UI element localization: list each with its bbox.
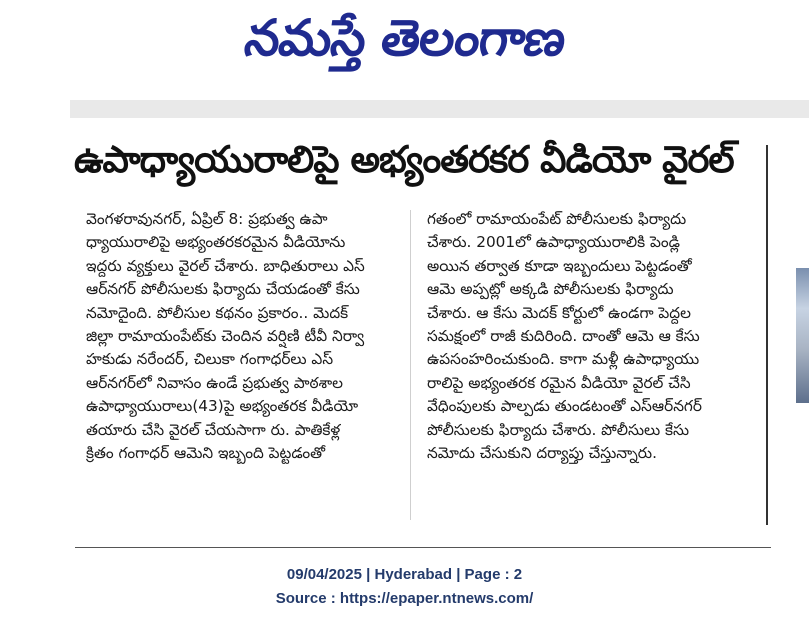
body-line: అయిన తర్వాత కూడా ఇబ్బందులు పెట్టడంతో [427, 256, 692, 275]
body-line: క్రితం గంగాధర్‌ ఆమెని ఇబ్బంది పెట్టడంతో [86, 444, 326, 463]
body-line: ఉపసంహరించుకుంది. కాగా మళ్లీ ఉపాధ్యాయు [427, 350, 700, 369]
header-divider-band [70, 100, 809, 118]
body-line: ఆమె అప్పట్లో అక్కడి పోలీసులకు ఫిర్యాదు [427, 280, 674, 299]
body-line: ధ్యాయురాలిపై అభ్యంతరకరమైన వీడియోను [86, 233, 346, 252]
body-line: గతంలో రామాయంపేట్‌ పోలీసులకు ఫిర్యాదు [427, 210, 687, 228]
article-body-left-column [86, 208, 416, 465]
body-line: హకుడు నరేందర్‌, చిలుకా గంగాధర్‌లు ఎస్‌ [86, 350, 334, 369]
article-body-right-column [427, 208, 757, 465]
body-line: ఆర్‌నగర్‌లో నివాసం ఉండే ప్రభుత్వ పాఠశాల [86, 373, 343, 392]
body-line: చేశారు. ఆ కేసు మెదక్‌ కోర్టులో ఉండగా పెద్దల [427, 303, 691, 322]
body-line: రాలిపై అభ్యంతరక రమైన వీడియో వైరల్‌ చేసి [427, 373, 691, 392]
body-line: చేశారు. 2001లో ఉపాధ్యాయురాలికి పెండ్లి [427, 233, 680, 252]
body-line: వేధింపులకు పాల్పడు తుండటంతో ఎస్‌ఆర్‌నగర్‌ [427, 397, 702, 416]
source-url-caption: Source : https://epaper.ntnews.com/ [275, 590, 534, 607]
adjacent-photo-fragment [796, 268, 809, 403]
masthead [0, 0, 809, 80]
body-line: సమక్షంలో రాజీ కుదిరింది. దాంతో ఆమె ఆ కేసు [427, 327, 700, 346]
body-line: నమోదైంది. పోలీసుల కథనం ప్రకారం.. మెదక్‌ [86, 303, 349, 322]
body-line: ఆర్‌నగర్‌ పోలీసులకు ఫిర్యాదు చేయడంతో కేసు [86, 280, 360, 299]
body-line: జిల్లా రామాయంపేట్‌కు చెందిన వర్షిణి టీవీ నిర్వా [86, 327, 365, 346]
body-line: పోలీసులకు ఫిర్యాదు చేశారు. పోలీసులు కేసు [427, 420, 690, 439]
body-line: వెంగళరావునగర్‌, ఏప్రిల్‌ 8: ప్రభుత్వ ఉపా [86, 210, 328, 228]
body-line: ఇద్దరు వ్యక్తులు వైరల్‌ చేశారు. బాధితురాలు ఎస్‌ [86, 256, 365, 275]
article-headline: ఉపాధ్యాయురాలిపై అభ్యంతరకర వీడియో వైరల్ [74, 138, 734, 181]
body-line: ఉపాధ్యాయురాలు(43)పై అభ్యంతరక వీడియో [86, 397, 359, 416]
column-divider [410, 210, 411, 520]
body-line: నమోదు చేసుకుని దర్యాప్తు చేస్తున్నారు. [427, 444, 657, 463]
newspaper-logo: నమస్తే తెలంగాణ [241, 9, 569, 67]
article-right-border [766, 145, 768, 525]
date-edition-page-caption: 09/04/2025 | Hyderabad | Page : 2 [286, 566, 523, 583]
body-line: తయారు చేసి వైరల్‌ చేయసాగా రు. పాతికేళ్ల [86, 420, 341, 439]
footer-divider [75, 547, 771, 548]
